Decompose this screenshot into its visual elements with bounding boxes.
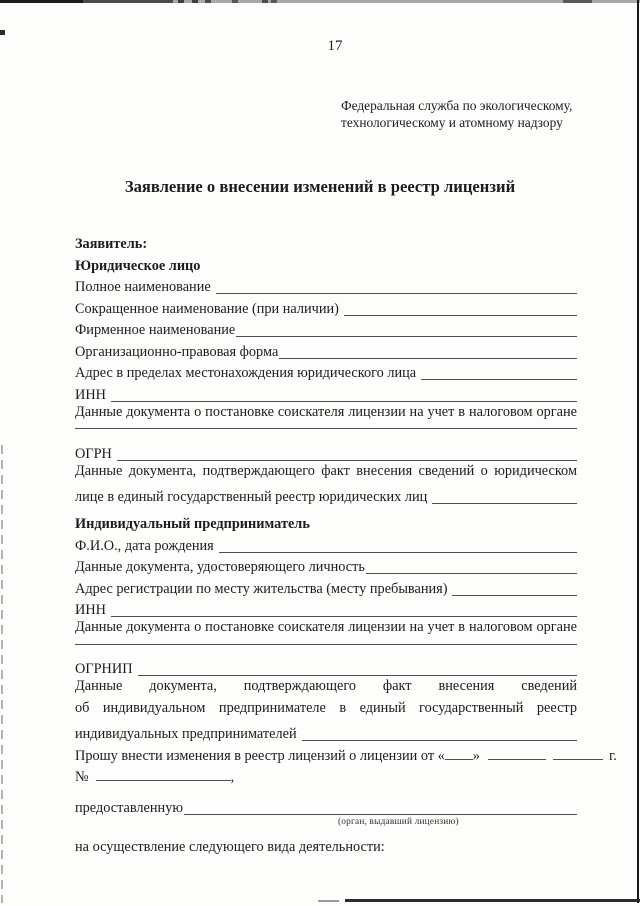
field-egrul-line2: [75, 484, 577, 506]
blank-underline: [117, 460, 577, 461]
field-tax-registration-legal: Данные документа о постановке соискателя лицензии на учет в налоговом органе: [75, 403, 577, 420]
field-ogrnip: [75, 657, 577, 679]
blank-underline: [279, 358, 577, 359]
scan-border-bottom: [345, 899, 640, 902]
legal-entity-heading-label: Юридическое лицо: [75, 257, 201, 274]
blank-month: [488, 745, 546, 760]
blank-underline: [452, 595, 577, 596]
individual-entrepreneur-heading-label: Индивидуальный предприниматель: [75, 516, 310, 533]
field-full-name: [75, 275, 577, 297]
blank-underline: [432, 503, 577, 504]
blank-underline-full: [75, 428, 577, 429]
field-tax-registration-entrepreneur: Данные документа о постановке соискателя лицензии на учет в налоговом органе: [75, 619, 577, 636]
agency-name: [341, 97, 581, 131]
legal-entity-heading: [75, 253, 577, 275]
year-suffix: г.: [608, 747, 617, 764]
field-full-name-label: Полное наименование: [75, 279, 211, 296]
request-intro-text: Прошу внести изменения в реестр лицензий о лицензии от «: [75, 747, 445, 764]
scan-mark-left: [0, 30, 5, 35]
page-number: 17: [327, 38, 343, 54]
scan-border-bottom-gray: [318, 900, 339, 902]
blank-underline-full: [75, 644, 577, 645]
granted-by-caption: (орган, выдавший лицензию): [338, 817, 459, 828]
scan-border-right: [637, 0, 640, 903]
field-inn-legal-label: ИНН: [75, 386, 106, 403]
document-title: Заявление о внесении изменений в реестр лицензий: [124, 177, 516, 196]
scan-border-top: [0, 0, 640, 3]
blank-underline: [302, 740, 577, 741]
blank-underline: [344, 315, 577, 316]
field-identity-doc: [75, 555, 577, 577]
field-short-name: [75, 296, 577, 318]
field-inn-legal: [75, 382, 577, 404]
blank-underline: [236, 336, 577, 337]
blank-underline: [366, 573, 577, 574]
activity-line-label: на осуществление следующего вида деятельности:: [75, 838, 385, 855]
blank-underline: [216, 293, 577, 294]
agency-line-1: Федеральная служба по экологическому,: [341, 98, 573, 113]
field-inn-entrepreneur: [75, 598, 577, 620]
applicant-heading-label: Заявитель:: [75, 236, 148, 253]
blank-underline: [111, 616, 577, 617]
field-egrip-line2: об индивидуальном предпринимателе в единый государственный реестр: [75, 699, 577, 716]
blank-underline: [219, 552, 577, 553]
blank-underline: [421, 379, 577, 380]
activity-line: [75, 834, 577, 856]
field-identity-doc-label: Данные документа, удостоверяющего личность: [75, 559, 365, 576]
field-legal-address-label: Адрес в пределах местонахождения юридического лица: [75, 365, 417, 382]
blank-license-number: [96, 766, 231, 781]
blank-year: [553, 745, 603, 760]
field-residence-address: [75, 576, 577, 598]
field-name-dob: [75, 533, 577, 555]
field-short-name-label: Сокращенное наименование (при наличии): [75, 300, 339, 317]
field-residence-address-label: Адрес регистрации по месту жительства (месту пребывания): [75, 580, 448, 597]
field-legal-address: [75, 361, 577, 383]
field-egrip-line3: [75, 721, 577, 743]
numero-sign: №: [75, 769, 89, 786]
field-granted-by-label: предоставленную: [75, 800, 184, 817]
field-legal-form-label: Организационно-правовая форма: [75, 343, 279, 360]
field-brand-name-label: Фирменное наименование: [75, 322, 236, 339]
quote-close: »: [472, 747, 480, 764]
blank-underline: [111, 401, 577, 402]
field-egrip-line1: Данные документа, подтверждающего факт внесения сведений: [75, 678, 577, 695]
field-name-dob-label: Ф.И.О., дата рождения: [75, 537, 214, 554]
field-egrul-line1: Данные документа, подтверждающего факт внесения сведений о юридическом: [75, 462, 577, 479]
field-ogrnip-label: ОГРНИП: [75, 661, 133, 678]
field-egrip-line3-label: индивидуальных предпринимателей: [75, 725, 297, 742]
agency-line-2: технологическому и атомному надзору: [341, 115, 563, 130]
request-intro-line: [75, 745, 617, 767]
blank-day: [445, 745, 473, 760]
blank-line-row: [75, 641, 577, 657]
field-brand-name: [75, 318, 577, 340]
number-comma: ,: [230, 769, 235, 786]
blank-underline: [184, 814, 577, 815]
blank-line-row: [75, 425, 577, 441]
scan-border-top-dashes: [178, 0, 184, 3]
scan-border-left-dashed: [1, 445, 3, 903]
field-granted-by: [75, 796, 577, 818]
applicant-heading: [75, 232, 577, 254]
field-egrul-line2-label: лице в единый государственный реестр юридических лиц: [75, 488, 428, 505]
form-body: [75, 232, 617, 856]
field-inn-entrepreneur-label: ИНН: [75, 602, 106, 619]
field-legal-form: [75, 339, 577, 361]
individual-entrepreneur-heading: [75, 512, 577, 534]
blank-underline: [138, 675, 577, 676]
request-number-line: [75, 766, 577, 788]
field-ogrn: [75, 441, 577, 463]
field-ogrn-label: ОГРН: [75, 445, 112, 462]
